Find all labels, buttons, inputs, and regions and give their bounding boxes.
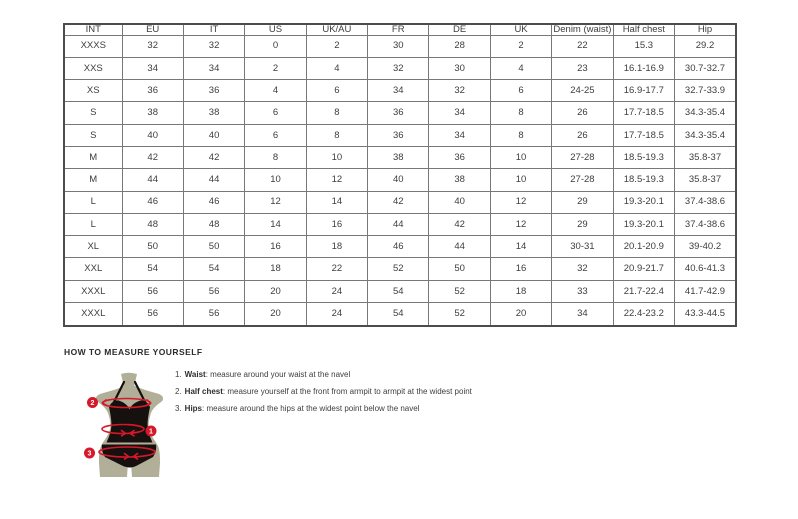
table-cell: 36 xyxy=(368,102,429,124)
table-cell: 32 xyxy=(122,35,183,57)
table-cell: 32 xyxy=(368,57,429,79)
table-cell: 38 xyxy=(122,102,183,124)
column-header: Denim (waist) xyxy=(553,24,612,35)
table-cell: 12 xyxy=(245,191,306,213)
step-text: : measure around the hips at the widest point below the navel xyxy=(202,404,420,413)
waist-badge-number: 1 xyxy=(149,428,153,436)
table-cell: XS xyxy=(64,80,122,102)
table-cell: XL xyxy=(64,236,122,258)
table-cell: 44 xyxy=(368,213,429,235)
measure-step xyxy=(175,400,472,417)
table-cell: 30.7-32.7 xyxy=(675,57,736,79)
table-cell: 20 xyxy=(245,303,306,326)
table-cell: 24 xyxy=(306,280,367,302)
table-cell: 29 xyxy=(552,213,613,235)
table-cell: 21.7-22.4 xyxy=(613,280,674,302)
table-cell: 18 xyxy=(490,280,551,302)
table-cell: 42 xyxy=(368,191,429,213)
size-conversion-section xyxy=(63,23,737,327)
table-cell: 54 xyxy=(368,280,429,302)
table-cell: 50 xyxy=(183,236,244,258)
table-cell: 46 xyxy=(183,191,244,213)
table-cell: 27-28 xyxy=(552,169,613,191)
table-cell: 34 xyxy=(429,124,490,146)
table-cell: 28 xyxy=(429,35,490,57)
column-header: UK xyxy=(490,24,551,35)
column-header: FR xyxy=(368,24,429,35)
waist-badge xyxy=(146,426,157,437)
table-cell: 37.4-38.6 xyxy=(675,191,736,213)
table-cell: 6 xyxy=(245,124,306,146)
table-cell: 22.4-23.2 xyxy=(613,303,674,326)
table-row xyxy=(64,124,736,146)
table-cell: 8 xyxy=(306,102,367,124)
table-cell: XXL xyxy=(64,258,122,280)
table-cell: M xyxy=(64,146,122,168)
table-cell: 39-40.2 xyxy=(675,236,736,258)
table-cell: 2 xyxy=(245,57,306,79)
table-cell: 6 xyxy=(306,80,367,102)
table-row xyxy=(64,169,736,191)
table-cell: 22 xyxy=(552,35,613,57)
table-cell: 40 xyxy=(122,124,183,146)
table-row xyxy=(64,236,736,258)
table-cell: 48 xyxy=(183,213,244,235)
table-cell: 32 xyxy=(429,80,490,102)
table-cell: 27-28 xyxy=(552,146,613,168)
table-cell: 40 xyxy=(429,191,490,213)
column-header: IT xyxy=(183,24,244,35)
table-cell: XXXL xyxy=(64,280,122,302)
table-cell: M xyxy=(64,169,122,191)
table-cell: 17.7-18.5 xyxy=(613,124,674,146)
measure-steps xyxy=(175,366,472,417)
table-row xyxy=(64,258,736,280)
table-cell: 17.7-18.5 xyxy=(613,102,674,124)
table-cell: 54 xyxy=(122,258,183,280)
table-cell: 8 xyxy=(306,124,367,146)
table-cell: 32.7-33.9 xyxy=(675,80,736,102)
table-cell: 44 xyxy=(429,236,490,258)
table-cell: 20 xyxy=(245,280,306,302)
table-cell: 10 xyxy=(306,146,367,168)
table-cell: 18.5-19.3 xyxy=(613,169,674,191)
table-cell: 36 xyxy=(122,80,183,102)
column-header: Hip xyxy=(675,24,736,35)
table-cell: 16 xyxy=(306,213,367,235)
table-cell: 15.3 xyxy=(613,35,674,57)
table-row xyxy=(64,80,736,102)
table-cell: 38 xyxy=(368,146,429,168)
table-cell: 12 xyxy=(490,213,551,235)
table-cell: 26 xyxy=(552,102,613,124)
table-cell: 0 xyxy=(245,35,306,57)
table-cell: 34.3-35.4 xyxy=(675,102,736,124)
table-cell: 37.4-38.6 xyxy=(675,213,736,235)
table-cell: L xyxy=(64,191,122,213)
table-cell: 12 xyxy=(490,191,551,213)
table-cell: 56 xyxy=(183,303,244,326)
table-cell: 4 xyxy=(306,57,367,79)
table-cell: 54 xyxy=(368,303,429,326)
column-header: DE xyxy=(429,24,490,35)
table-cell: 54 xyxy=(183,258,244,280)
table-cell: 14 xyxy=(490,236,551,258)
table-row xyxy=(64,213,736,235)
table-cell: S xyxy=(64,102,122,124)
header-row xyxy=(64,24,736,35)
table-cell: 2 xyxy=(306,35,367,57)
table-row xyxy=(64,102,736,124)
table-cell: 56 xyxy=(122,280,183,302)
table-row xyxy=(64,191,736,213)
table-cell: 26 xyxy=(552,124,613,146)
table-cell: 18 xyxy=(306,236,367,258)
table-cell: 50 xyxy=(122,236,183,258)
table-cell: 4 xyxy=(490,57,551,79)
table-cell: 19.3-20.1 xyxy=(613,191,674,213)
table-cell: 56 xyxy=(122,303,183,326)
table-cell: 40 xyxy=(368,169,429,191)
table-cell: 35.8-37 xyxy=(675,169,736,191)
table-cell: 50 xyxy=(429,258,490,280)
measure-guide-heading: HOW TO MEASURE YOURSELF xyxy=(64,347,203,357)
table-cell: 56 xyxy=(183,280,244,302)
table-cell: 16.9-17.7 xyxy=(613,80,674,102)
table-cell: 16 xyxy=(490,258,551,280)
table-cell: 30 xyxy=(429,57,490,79)
size-chart-table xyxy=(63,23,737,327)
table-row xyxy=(64,280,736,302)
table-cell: 40.6-41.3 xyxy=(675,258,736,280)
step-number: 2. xyxy=(175,387,182,396)
table-cell: 18.5-19.3 xyxy=(613,146,674,168)
table-cell: 2 xyxy=(490,35,551,57)
table-cell: 20 xyxy=(490,303,551,326)
table-cell: 20.9-21.7 xyxy=(613,258,674,280)
table-cell: 24 xyxy=(306,303,367,326)
table-cell: 41.7-42.9 xyxy=(675,280,736,302)
measure-step xyxy=(175,366,472,383)
table-cell: 34 xyxy=(183,57,244,79)
step-term: Half chest xyxy=(184,387,223,396)
step-text: : measure yourself at the front from armpit to armpit at the widest point xyxy=(222,387,472,396)
table-cell: 40 xyxy=(183,124,244,146)
table-cell: 23 xyxy=(552,57,613,79)
table-cell: 34 xyxy=(368,80,429,102)
table-cell: 8 xyxy=(490,102,551,124)
table-row xyxy=(64,57,736,79)
table-cell: 16 xyxy=(245,236,306,258)
table-cell: S xyxy=(64,124,122,146)
table-cell: 8 xyxy=(490,124,551,146)
table-cell: 36 xyxy=(368,124,429,146)
column-header: US xyxy=(245,24,306,35)
table-cell: 34 xyxy=(122,57,183,79)
step-term: Hips xyxy=(184,404,203,413)
table-cell: 10 xyxy=(490,146,551,168)
table-cell: 34.3-35.4 xyxy=(675,124,736,146)
table-row xyxy=(64,35,736,57)
table-cell: 52 xyxy=(429,303,490,326)
table-cell: 42 xyxy=(122,146,183,168)
table-cell: 30-31 xyxy=(552,236,613,258)
table-cell: 20.1-20.9 xyxy=(613,236,674,258)
table-row xyxy=(64,303,736,326)
table-cell: 42 xyxy=(183,146,244,168)
table-cell: 34 xyxy=(552,303,613,326)
table-cell: 10 xyxy=(245,169,306,191)
table-cell: 30 xyxy=(368,35,429,57)
table-cell: XXXS xyxy=(64,35,122,57)
table-cell: XXS xyxy=(64,57,122,79)
table-cell: 32 xyxy=(552,258,613,280)
table-cell: 8 xyxy=(245,146,306,168)
table-cell: 18 xyxy=(245,258,306,280)
column-header: UK/AU xyxy=(306,24,367,35)
half-chest-badge-number: 2 xyxy=(90,400,95,408)
table-cell: 44 xyxy=(183,169,244,191)
table-cell: 46 xyxy=(122,191,183,213)
table-cell: 46 xyxy=(368,236,429,258)
step-text: : measure around your waist at the navel xyxy=(205,370,351,379)
table-cell: 35.8-37 xyxy=(675,146,736,168)
hips-badge-number: 3 xyxy=(87,450,92,458)
step-number: 1. xyxy=(175,370,182,379)
table-cell: 42 xyxy=(429,213,490,235)
table-cell: 52 xyxy=(368,258,429,280)
table-cell: 33 xyxy=(552,280,613,302)
table-cell: 14 xyxy=(245,213,306,235)
column-header: EU xyxy=(122,24,183,35)
table-cell: 34 xyxy=(429,102,490,124)
table-cell: 36 xyxy=(183,80,244,102)
table-cell: 16.1-16.9 xyxy=(613,57,674,79)
table-cell: 29.2 xyxy=(675,35,736,57)
half-chest-badge xyxy=(87,397,98,408)
table-cell: 29 xyxy=(552,191,613,213)
table-cell: 44 xyxy=(122,169,183,191)
step-term: Waist xyxy=(184,370,206,379)
table-cell: 32 xyxy=(183,35,244,57)
table-cell: 10 xyxy=(490,169,551,191)
table-cell: 43.3-44.5 xyxy=(675,303,736,326)
measure-step xyxy=(175,383,472,400)
table-cell: 4 xyxy=(245,80,306,102)
step-number: 3. xyxy=(175,404,182,413)
table-cell: 6 xyxy=(490,80,551,102)
table-cell: 36 xyxy=(429,146,490,168)
table-cell: 12 xyxy=(306,169,367,191)
table-cell: 52 xyxy=(429,280,490,302)
table-cell: L xyxy=(64,213,122,235)
column-header: INT xyxy=(64,24,122,35)
table-row xyxy=(64,146,736,168)
table-cell: 14 xyxy=(306,191,367,213)
measurement-figure-illustration xyxy=(82,369,179,479)
table-cell: 38 xyxy=(183,102,244,124)
table-cell: 38 xyxy=(429,169,490,191)
column-header: Half chest xyxy=(613,24,674,35)
hips-badge xyxy=(84,448,95,459)
table-cell: 6 xyxy=(245,102,306,124)
table-cell: 19.3-20.1 xyxy=(613,213,674,235)
table-cell: 48 xyxy=(122,213,183,235)
table-cell: XXXL xyxy=(64,303,122,326)
table-cell: 22 xyxy=(306,258,367,280)
table-cell: 24-25 xyxy=(552,80,613,102)
